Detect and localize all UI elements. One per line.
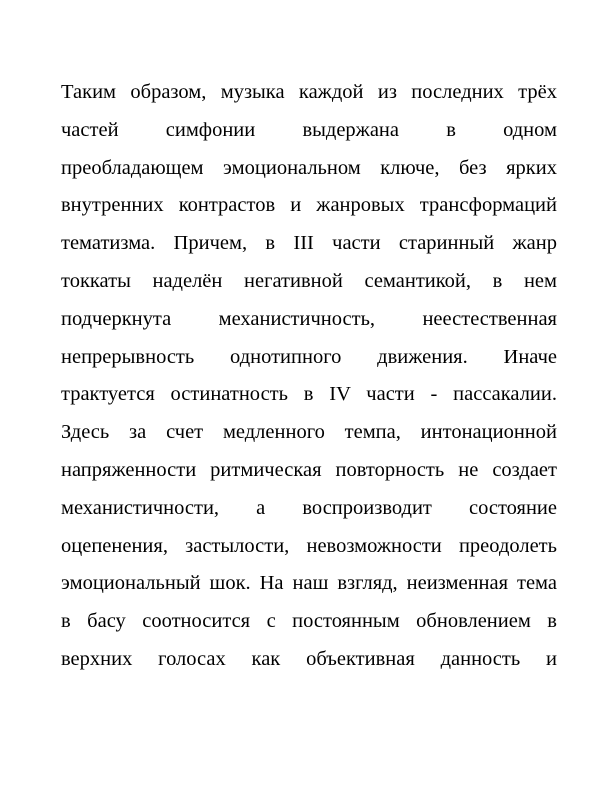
text-line: внутренних контрастов и жанровых трансформаций — [61, 194, 557, 217]
text-line: преобладающем эмоциональном ключе, без ярких — [61, 156, 557, 179]
text-line: напряженности ритмическая повторность не создает — [61, 458, 557, 481]
text-line: в басу соотносится с постоянным обновлением в — [61, 610, 557, 633]
text-line: Здесь за счет медленного темпа, интонационной — [61, 421, 557, 444]
text-line: Таким образом, музыка каждой из последних трёх — [61, 81, 557, 103]
text-line: верхних голосах как объективная данность и — [61, 647, 557, 670]
text-line: эмоциональный шок. На наш взгляд, неизменная тема — [61, 572, 557, 595]
text-line: подчеркнута механистичность, неестественная — [61, 307, 557, 330]
body-text — [61, 74, 557, 679]
text-line: трактуется остинатность в IV части - пассакалии. — [61, 383, 557, 406]
text-line: частей симфонии выдержана в одном — [61, 118, 557, 141]
text-line: механистичности, а воспроизводит состояние — [61, 496, 557, 519]
text-line: токкаты наделён негативной семантикой, в нем — [61, 269, 557, 292]
text-line: непрерывность однотипного движения. Иначе — [61, 345, 557, 368]
text-line: тематизма. Причем, в III части старинный жанр — [61, 232, 557, 255]
text-line: оцепенения, застылости, невозможности преодолеть — [61, 534, 557, 557]
